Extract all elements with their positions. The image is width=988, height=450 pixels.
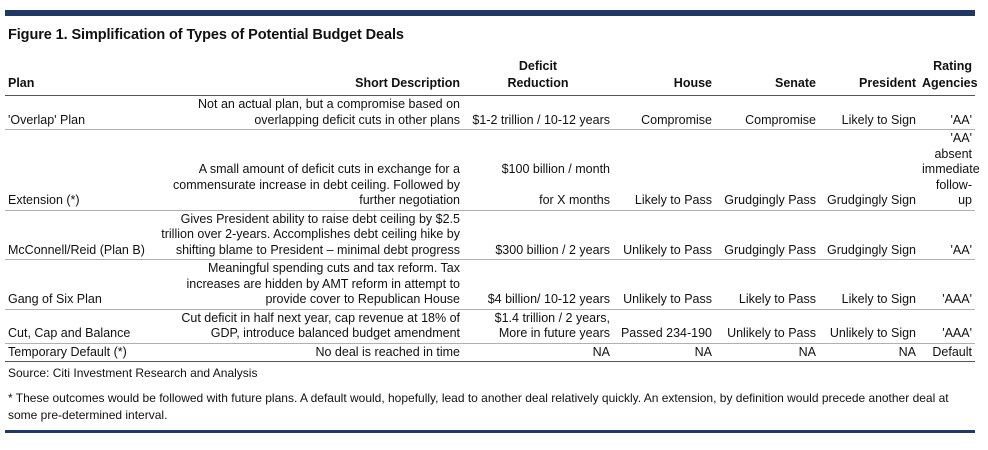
house-cell: Unlikely to Pass [623,242,712,257]
senate-cell: Unlikely to Pass [727,326,816,340]
president-cell: Likely to Sign [841,112,916,127]
deficit-cell: $4 billion/ 10-12 years [487,292,610,306]
bottom-rule [5,430,975,433]
plan-cell: Temporary Default (*) [8,344,127,359]
deficit-cell: $1-2 trillion / 10-12 years [472,112,610,127]
description-cell: Not an actual plan, but a compromise based on overlapping deficit cuts in other plans [198,97,460,127]
plan-cell: 'Overlap' Plan [8,112,86,127]
house-cell: Unlikely to Pass [623,292,712,306]
header-deficit: Deficit Reduction [507,59,569,90]
rating-cell: 'AA' [950,112,972,127]
house-cell: NA [694,344,712,359]
deficit-cell: $100 billion / month for X months [501,162,610,207]
header-plan: Plan [8,76,35,90]
plan-cell: Gang of Six Plan [8,292,102,306]
description-cell: Cut deficit in half next year, cap revenue at 18% of GDP, introduce balanced budget amendment [181,310,460,340]
footnote: * These outcomes would be followed with future plans. A default would, hopefully, lead to another deal relatively quickly. An extension, by definition would precede another deal at some pre-determined interval. [8,391,949,422]
president-cell: Grudgingly Sign [827,242,916,257]
budget-deals-table [5,58,980,362]
description-cell: Gives President ability to raise debt ceiling by $2.5 trillion over 2-years. Accomplishes debt ceiling hike by shifting blame to President – minimal debt progress [161,211,460,257]
president-cell: Unlikely to Sign [829,326,916,340]
rating-cell: 'AA' [950,242,972,257]
rating-cell: Default [932,344,972,359]
rating-cell: 'AAA' [942,292,972,306]
senate-cell: Grudgingly Pass [724,242,816,257]
deficit-cell: NA [592,344,610,359]
header-house: House [673,76,712,90]
description-cell: A small amount of deficit cuts in exchange for a commensurate increase in debt ceiling. Followed by further negotiation [173,162,460,207]
house-cell: Passed 234-190 [620,326,712,340]
house-cell: Compromise [641,112,712,127]
header-description: Short Description [355,76,460,90]
figure-title: Figure 1. Simplification of Types of Potential Budget Deals [8,27,404,43]
rating-cell: 'AAA' [942,326,972,340]
house-cell: Likely to Pass [634,193,712,207]
deficit-cell: $300 billion / 2 years [495,242,610,257]
president-cell: NA [898,344,916,359]
table-row [5,309,975,343]
deficit-cell: $1.4 trillion / 2 years, More in future years [494,310,610,340]
description-cell: No deal is reached in time [315,344,460,359]
plan-cell: Cut, Cap and Balance [8,326,131,340]
source-note: Source: Citi Investment Research and Analysis [8,366,258,380]
senate-cell: Grudgingly Pass [724,193,816,207]
header-rating: Rating Agencies [922,59,978,90]
table-row [5,96,975,130]
table-row [5,210,975,260]
senate-cell: NA [798,344,816,359]
president-cell: Likely to Sign [841,292,916,306]
president-cell: Grudgingly Sign [827,193,916,207]
rating-cell: 'AA' absent immediate follow-up [922,131,980,207]
plan-cell: McConnell/Reid (Plan B) [8,242,145,257]
header-president: President [859,76,916,90]
table-row [5,343,975,362]
header-row [5,58,975,96]
senate-cell: Likely to Pass [738,292,816,306]
header-senate: Senate [775,76,816,90]
top-rule [5,10,975,16]
description-cell: Meaningful spending cuts and tax reform. Tax increases are hidden by AMT reform in attempt to provide cover to Republican House [186,261,460,306]
table-row [5,130,975,211]
table-row [5,260,975,310]
senate-cell: Compromise [745,112,816,127]
plan-cell: Extension (*) [8,193,80,207]
